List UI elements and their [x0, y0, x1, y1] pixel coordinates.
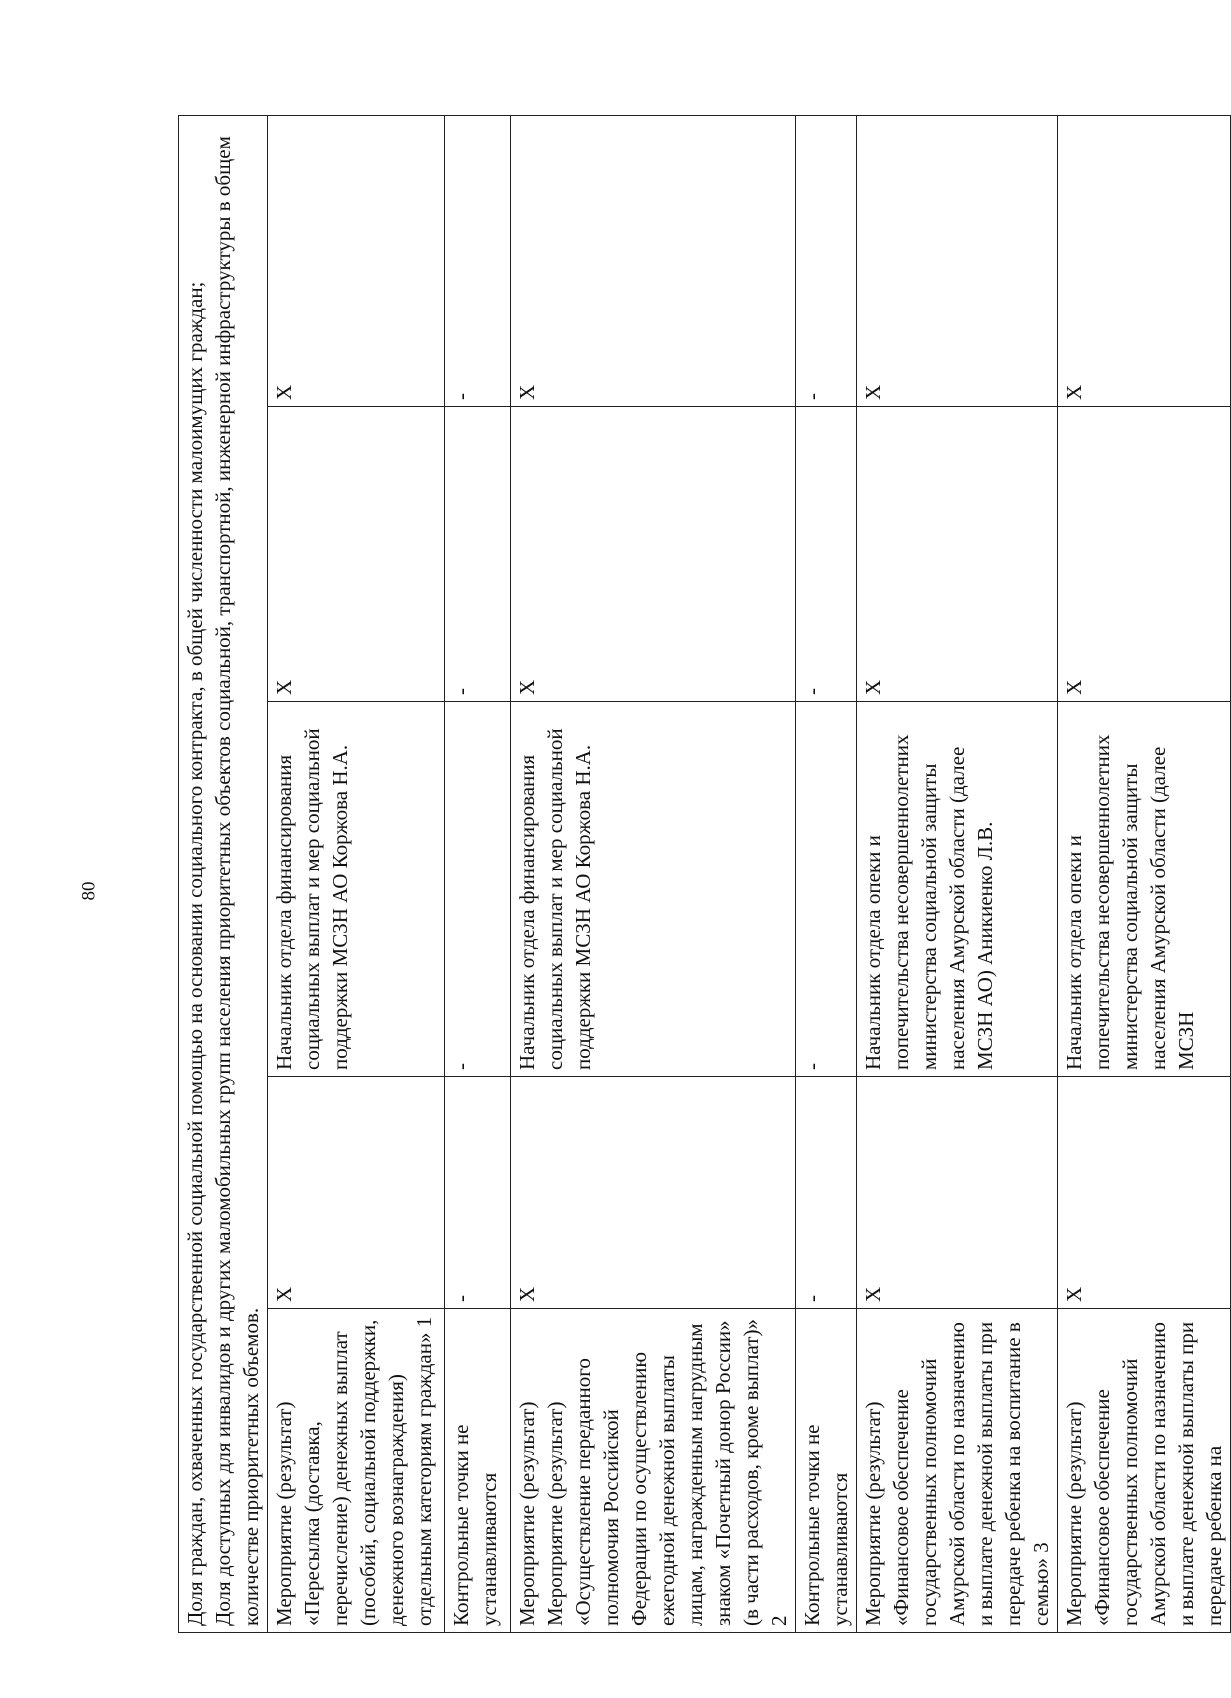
header-cell — [179, 116, 268, 1633]
cell-col5: X — [268, 116, 445, 407]
cell-col5: - — [445, 116, 511, 407]
responsible-person: Начальник отдела финансирования социальных выплат и мер социальной поддержки МСЗН АО Коржова Н.А. — [268, 702, 445, 1077]
measure-name: Мероприятие (результат) «Финансовое обеспечение государственных полномочий Амурской области по назначению и выплате денежной выплаты при передаче ребенка на воспитание в семью» 3 — [857, 1309, 1058, 1633]
cell-col4: X — [1058, 407, 1231, 702]
cell-col4: X — [857, 407, 1058, 702]
cell-col4: X — [511, 407, 796, 702]
cell-col2: - — [796, 1077, 857, 1309]
cell-col2: X — [1058, 1077, 1231, 1309]
responsible-person: Начальник отдела опеки и попечительства несовершеннолетних министерства социальной защиты населения Амурской области (далее МСЗН — [1058, 702, 1231, 1077]
cell-col5: X — [1058, 116, 1231, 407]
table-row — [1058, 116, 1231, 1633]
cell-col4: - — [796, 407, 857, 702]
header-row — [179, 116, 268, 1633]
measure-name: Мероприятие (результат) «Финансовое обеспечение государственных полномочий Амурской области по назначению и выплате денежной выплаты при передаче ребенка на — [1058, 1309, 1231, 1633]
header-line-1: Доля граждан, охваченных государственной социальной помощью на основании социального контракта, в общей численности малоимущих граждан; — [183, 281, 207, 1626]
responsible-person: Начальник отдела опеки и попечительства несовершеннолетних министерства социальной защиты населения Амурской области (далее МСЗН АО) Аникиенко Л.В. — [857, 702, 1058, 1077]
measures-table — [178, 115, 1231, 1633]
cell-col4: X — [268, 407, 445, 702]
cell-col5: X — [511, 116, 796, 407]
measure-name: Контрольные точки не устанавливаются — [796, 1309, 857, 1633]
header-line-2: Доля доступных для инвалидов и других маломобильных групп населения приоритетных объектов социальной, транспортной, инженерной инфраструктуры в общем количестве приоритетных объемов. — [211, 136, 263, 1626]
table-row — [268, 116, 445, 1633]
cell-col4: - — [445, 407, 511, 702]
cell-col2: X — [511, 1077, 796, 1309]
table-row — [857, 116, 1058, 1633]
cell-col5: X — [857, 116, 1058, 407]
rotated-document — [178, 116, 1226, 1633]
table-row — [511, 116, 796, 1633]
responsible-person: - — [445, 702, 511, 1077]
responsible-person: Начальник отдела финансирования социальных выплат и мер социальной поддержки МСЗН АО Коржова Н.А. — [511, 702, 796, 1077]
cell-col5: - — [796, 116, 857, 407]
cell-col2: X — [857, 1077, 1058, 1309]
measure-name: Мероприятие (результат) «Пересылка (доставка, перечисление) денежных выплат (пособий, социальной поддержки, денежного вознаграждения) отдельным категориям граждан» 1 — [268, 1309, 445, 1633]
measure-name: Контрольные точки не устанавливаются — [445, 1309, 511, 1633]
cell-col2: X — [268, 1077, 445, 1309]
responsible-person: - — [796, 702, 857, 1077]
cell-col2: - — [445, 1077, 511, 1309]
page-number: 80 — [78, 881, 100, 901]
table-row — [445, 116, 511, 1633]
measure-name: Мероприятие (результат) Мероприятие (результат) «Осуществление переданного полномочия Российской Федерации по осуществлению ежегодной денежной выплаты лицам, награжденным нагрудным знаком «Почетный донор России» (в части расходов, кроме выплат)» 2 — [511, 1309, 796, 1633]
table-row — [796, 116, 857, 1633]
